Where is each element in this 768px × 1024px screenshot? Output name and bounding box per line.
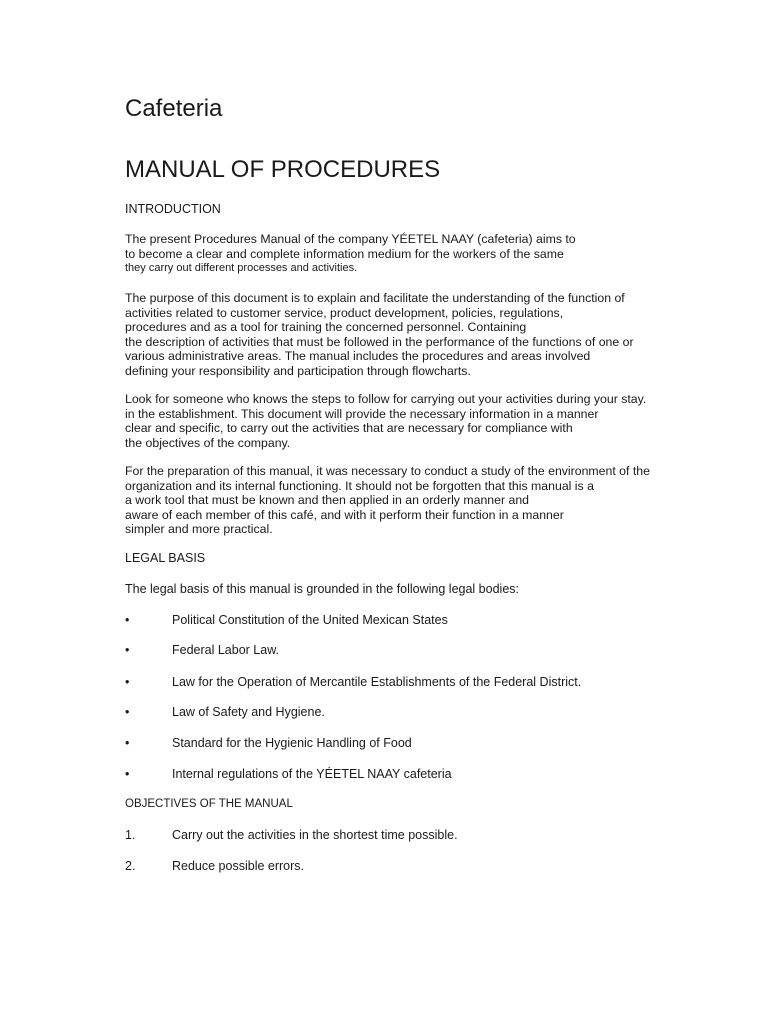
- list-item-text: Internal regulations of the YÉETEL NAAY cafeteria: [172, 767, 452, 781]
- objectives-heading: OBJECTIVES OF THE MANUAL: [125, 798, 293, 810]
- text-line: Look for someone who knows the steps to follow for carrying out your activities during your stay.: [125, 392, 647, 406]
- text-line: various administrative areas. The manual includes the procedures and areas involved: [125, 349, 591, 363]
- list-item-text: Law for the Operation of Mercantile Establishments of the Federal District.: [172, 675, 582, 689]
- introduction-heading: INTRODUCTION: [125, 202, 221, 216]
- document-title: Cafeteria: [125, 95, 223, 122]
- list-item-text: Carry out the activities in the shortest time possible.: [172, 828, 458, 842]
- list-item-text: Reduce possible errors.: [172, 859, 305, 873]
- list-number: 1.: [125, 828, 136, 842]
- bullet-marker: •: [125, 675, 130, 689]
- text-line: organization and its internal functioning. It should not be forgotten that this manual is a: [125, 478, 594, 493]
- list-item-text: Law of Safety and Hygiene.: [172, 705, 325, 719]
- bullet-marker: •: [125, 705, 130, 719]
- text-line: in the establishment. This document will provide the necessary information in a manner: [125, 406, 599, 421]
- introduction-paragraph-2: [125, 291, 634, 378]
- document-subtitle: MANUAL OF PROCEDURES: [125, 156, 441, 183]
- list-number: 2.: [125, 859, 136, 873]
- bullet-marker: •: [125, 613, 130, 627]
- text-line: the description of activities that must be followed in the performance of the functions of one or: [125, 334, 634, 349]
- text-line: defining your responsibility and participation through flowcharts.: [125, 363, 471, 378]
- list-item-text: Standard for the Hygienic Handling of Food: [172, 736, 412, 750]
- introduction-paragraph-1: [125, 232, 576, 276]
- bullet-marker: •: [125, 736, 130, 750]
- legal-basis-heading: LEGAL BASIS: [125, 551, 206, 565]
- text-line: For the preparation of this manual, it was necessary to conduct a study of the environment of the: [125, 464, 650, 478]
- text-line: to become a clear and complete information medium for the workers of the same: [125, 246, 564, 261]
- introduction-paragraph-4: [125, 464, 650, 537]
- legal-basis-intro: The legal basis of this manual is grounded in the following legal bodies:: [125, 582, 519, 596]
- list-item-text: Federal Labor Law.: [172, 643, 280, 657]
- text-line: the objectives of the company.: [125, 435, 291, 450]
- text-line: aware of each member of this café, and with it perform their function in a manner: [125, 507, 564, 522]
- text-line: The present Procedures Manual of the company YÉETEL NAAY (cafeteria) aims to: [125, 232, 576, 246]
- list-item-text: Political Constitution of the United Mexican States: [172, 613, 448, 627]
- text-line: activities related to customer service, product development, policies, regulations,: [125, 305, 564, 320]
- text-line: a work tool that must be known and then applied in an orderly manner and: [125, 493, 529, 507]
- text-line: procedures and as a tool for training the concerned personnel. Containing: [125, 320, 527, 334]
- introduction-paragraph-3: [125, 392, 646, 450]
- text-line: clear and specific, to carry out the activities that are necessary for compliance with: [125, 421, 573, 435]
- bullet-marker: •: [125, 767, 130, 781]
- bullet-marker: •: [125, 643, 130, 657]
- text-line: they carry out different processes and activities.: [125, 262, 358, 274]
- text-line: The purpose of this document is to explain and facilitate the understanding of the function of: [125, 291, 625, 305]
- text-line: simpler and more practical.: [125, 522, 273, 536]
